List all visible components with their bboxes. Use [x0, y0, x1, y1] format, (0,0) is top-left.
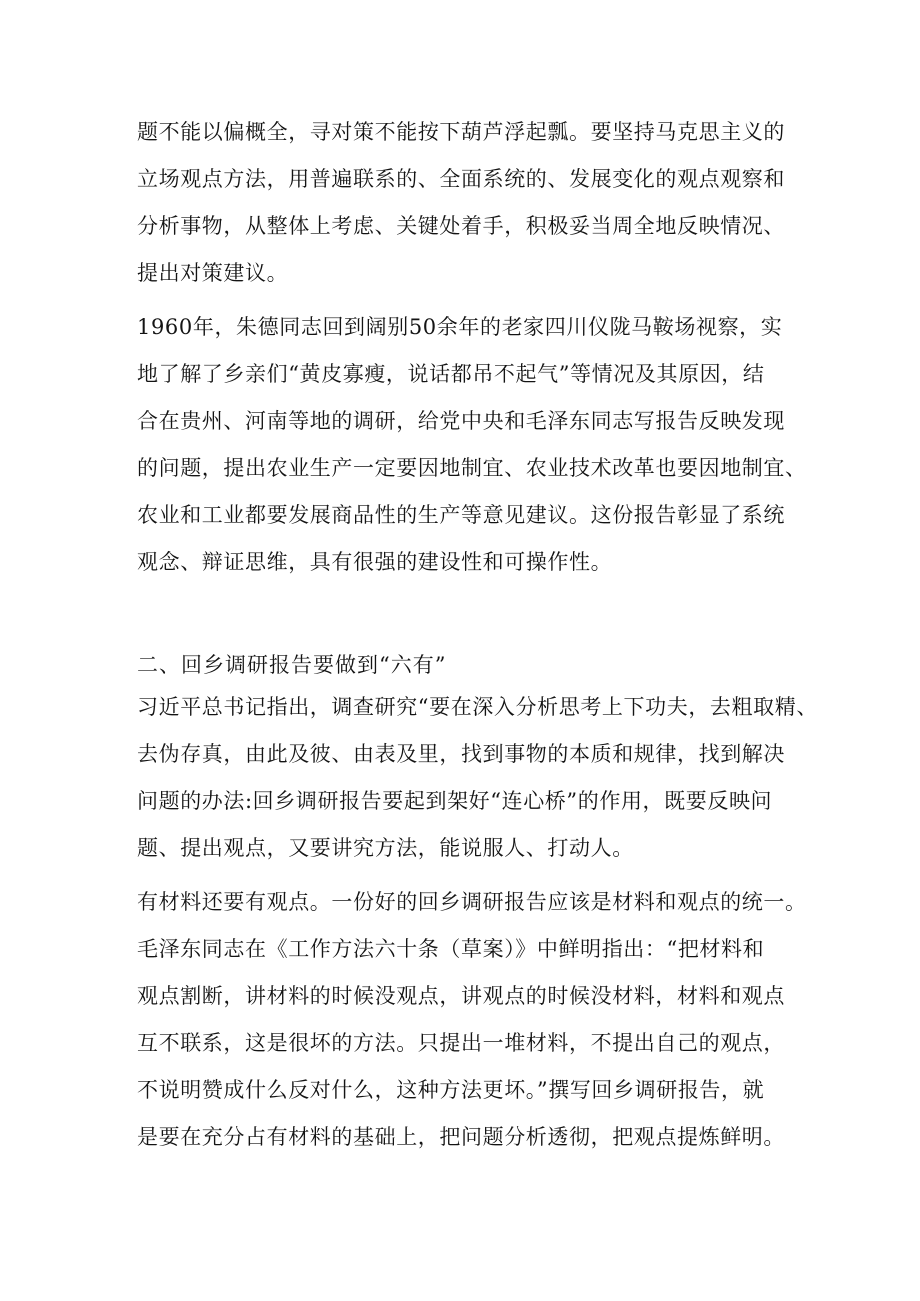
paragraph-3-line-3: 问题的办法:回乡调研报告要起到架好“连心桥”的作用，既要反映问	[137, 789, 773, 813]
paragraph-2-line-2: 地了解了乡亲们“黄皮寡瘦，说话都吊不起气”等情况及其原因，结	[137, 362, 765, 386]
paragraph-2-line-6: 观念、辩证思维，具有很强的建设性和可操作性。	[137, 550, 613, 574]
paragraph-4-line-4: 互不联系，这是很坏的方法。只提出一堆材料，不提出自己的观点，	[137, 1031, 785, 1055]
paragraph-1-line-3: 分析事物，从整体上考虑、关键处着手，积极妥当周全地反映情况、	[137, 214, 785, 238]
paragraph-1-line-4: 提出对策建议。	[137, 261, 289, 285]
paragraph-4-line-6: 是要在充分占有材料的基础上，把问题分析透彻，把观点提炼鲜明。	[137, 1125, 785, 1149]
paragraph-3-line-1: 习近平总书记指出，调查研究“要在深入分析思考上下功夫，去粗取精、	[137, 695, 818, 719]
section-heading: 二、回乡调研报告要做到“六有”	[137, 653, 447, 677]
paragraph-4-line-5: 不说明赞成什么反对什么，这种方法更坏。”撰写回乡调研报告，就	[137, 1078, 765, 1102]
paragraph-2-line-4: 的问题，提出农业生产一定要因地制宜、农业技术改革也要因地制宜、	[137, 456, 807, 480]
paragraph-2-line-1: 1960年，朱德同志回到阔别50余年的老家四川仪陇马鞍场视察，实	[137, 315, 783, 339]
paragraph-1-line-2: 立场观点方法，用普遍联系的、全面系统的、发展变化的观点观察和	[137, 167, 785, 191]
paragraph-4-line-2: 毛泽东同志在《工作方法六十条（草案）》中鲜明指出：“把材料和	[137, 937, 765, 961]
paragraph-2-line-5: 农业和工业都要发展商品性的生产等意见建议。这份报告彰显了系统	[137, 503, 785, 527]
paragraph-4-line-1: 有材料还要有观点。一份好的回乡调研报告应该是材料和观点的统一。	[137, 890, 807, 914]
paragraph-2-line-3: 合在贵州、河南等地的调研，给党中央和毛泽东同志写报告反映发现	[137, 409, 785, 433]
paragraph-1-line-1: 题不能以偏概全，寻对策不能按下葫芦浮起瓢。要坚持马克思主义的	[137, 120, 785, 144]
paragraph-3-line-2: 去伪存真，由此及彼、由表及里，找到事物的本质和规律，找到解决	[137, 742, 785, 766]
paragraph-3-line-4: 题、提出观点，又要讲究方法，能说服人、打动人。	[137, 836, 634, 860]
paragraph-4-line-3: 观点割断，讲材料的时候没观点，讲观点的时候没材料，材料和观点	[137, 984, 785, 1008]
